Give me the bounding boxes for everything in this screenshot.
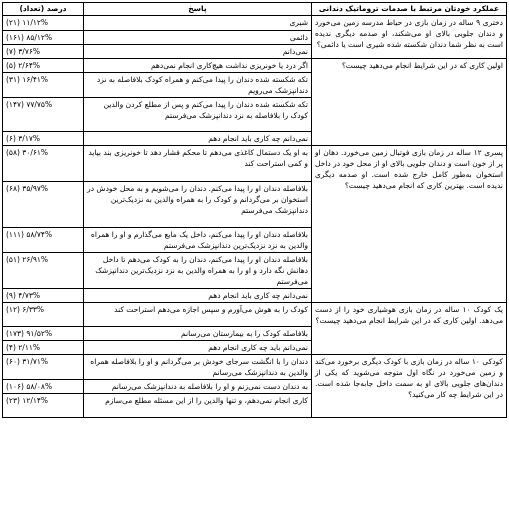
answer-percent: (۶۸) ۳۵/۹۷% bbox=[3, 182, 84, 228]
table-row bbox=[3, 16, 507, 31]
header-percent: درصد (تعداد) bbox=[3, 3, 84, 16]
answer-percent: (۱۱۱) ۵۸/۷۴% bbox=[3, 228, 84, 253]
answer-text: کاری انجام نمی‌دهم، و تنها والدین را از این مسئله مطلع می‌سازم bbox=[84, 394, 312, 418]
scenario-question: یک کودک ۱۰ ساله در زمان بازی هوشیاری خود را از دست می‌دهد. اولین کاری که در این شرایط انجام می‌دهید چیست؟ bbox=[312, 303, 507, 355]
answer-text: بلافاصله دندان او را پیدا می‌کنم. دندان را می‌شویم و به محل خودش در استخوان بر می‌گردانم و کودک را به همراه والدین به نزدیک‌ترین دندانپزشک می‌فرستم bbox=[84, 182, 312, 228]
answer-percent: (۱۶۱) ۸۵/۱۲% bbox=[3, 31, 84, 45]
answer-percent: (۴) ۲/۱۱% bbox=[3, 341, 84, 355]
answer-text: به دندان دست نمی‌زنم و او را بلافاصله به دندانپزشک می‌رسانم bbox=[84, 380, 312, 394]
answer-percent: (۱۷۳) ۹۱/۵۲% bbox=[3, 327, 84, 341]
answer-text: تکه شکسته شده دندان را پیدا می‌کنم و همراه کودک بلافاصله به نزد دندانپزشک می‌رویم bbox=[84, 73, 312, 98]
scenario-question: کودکی ۱۰ ساله در زمان بازی با کودک دیگری برخورد می‌کند و زمین می‌خورد در نگاه اول متوجه می‌شوید که یکی از دندان‌های جلویی بالای او به سمت داخل جابه‌جا شده است. در این شرایط چه کار می‌کنید؟ bbox=[312, 355, 507, 418]
answer-percent: (۶) ۳/۱۷% bbox=[3, 132, 84, 146]
table-row bbox=[3, 303, 507, 327]
table-row bbox=[3, 59, 507, 73]
answer-text: شیری bbox=[84, 16, 312, 31]
answer-percent: (۹) ۴/۷۳% bbox=[3, 289, 84, 303]
answer-text: نمی‌دانم باید چه کاری انجام دهم bbox=[84, 341, 312, 355]
answer-percent: (۲۱) ۱۱/۱۲% bbox=[3, 16, 84, 31]
header-answer: پاسخ bbox=[84, 3, 312, 16]
answer-text: نمی‌دانم چه کاری باید انجام دهم bbox=[84, 132, 312, 146]
table-body bbox=[3, 16, 507, 418]
answer-percent: (۱۲) ۶/۳۳% bbox=[3, 303, 84, 327]
answer-text: بلافاصله دندان او را پیدا می‌کنم، داخل یک مایع می‌گذارم و او را همراه والدین به نزد نزدیک‌ترین دندانپزشک می‌فرستم bbox=[84, 228, 312, 253]
answer-text: بلافاصله دندان او را پیدا می‌کنم، دندان را به کودک می‌دهم تا داخل دهانش نگه دارد و او را به همراه والدین به نزد نزدیک‌ترین دندانپزشک می‌فرستم bbox=[84, 253, 312, 289]
survey-table bbox=[2, 2, 507, 418]
answer-text: تکه شکسته شده دندان را پیدا می‌کنم و پس از مطلع کردن والدین کودک را بلافاصله به نزد دندانپزشک می‌فرستم bbox=[84, 98, 312, 132]
scenario-question: پسری ۱۲ ساله در زمان بازی فوتبال زمین می‌خورد. دهان او پر از خون است و دندان جلویی بالای او از محل خود در داخل استخوان به‌طور کامل خارج شده است. او صدمه دیگری ندیده است. بهترین کاری که انجام می‌دهید چیست؟ bbox=[312, 146, 507, 303]
table-row bbox=[3, 146, 507, 182]
answer-text: دائمی bbox=[84, 31, 312, 45]
scenario-question: اولین کاری که در این شرایط انجام می‌دهید چیست؟ bbox=[312, 59, 507, 146]
answer-percent: (۳۱) ۱۶/۴۱% bbox=[3, 73, 84, 98]
scenario-question: دختری ۹ ساله در زمان بازی در حیاط مدرسه زمین می‌خورد و دندان جلویی بالای او می‌شکند، او صدمه دیگری ندیده است به نظر شما دندان شکسته شده شیری است یا دائمی؟ bbox=[312, 16, 507, 59]
answer-percent: (۵۱) ۲۶/۹۱% bbox=[3, 253, 84, 289]
answer-text: به او یک دستمال کاغذی می‌دهم تا محکم فشار دهد تا خونریزی بند بیاید و کمی استراحت کند bbox=[84, 146, 312, 182]
answer-percent: (۲۳) ۱۲/۱۴% bbox=[3, 394, 84, 418]
table-row bbox=[3, 355, 507, 380]
answer-text: کودک را به هوش می‌آورم و سپس اجازه می‌دهم استراحت کند bbox=[84, 303, 312, 327]
answer-percent: (۷) ۳/۷۶% bbox=[3, 45, 84, 59]
answer-text: دندان را با انگشت سرجای خودش بر می‌گردانم و او را بلافاصله همراه والدین به دندانپزشک می‌رسانم bbox=[84, 355, 312, 380]
answer-percent: (۱۴۷) ۷۷/۷۵% bbox=[3, 98, 84, 132]
answer-text: نمی‌دانم bbox=[84, 45, 312, 59]
answer-text: بلافاصله کودک را به بیمارستان می‌رسانم bbox=[84, 327, 312, 341]
answer-text: اگر درد یا خونریزی نداشت هیچ‌کاری انجام نمی‌دهم bbox=[84, 59, 312, 73]
answer-percent: (۶۰) ۳۱/۷۱% bbox=[3, 355, 84, 380]
header-row bbox=[3, 3, 507, 16]
answer-percent: (۵۸) ۳۰/۶۱% bbox=[3, 146, 84, 182]
answer-percent: (۱۰۶) ۵۸/۰۸% bbox=[3, 380, 84, 394]
answer-percent: (۵) ۲/۶۴% bbox=[3, 59, 84, 73]
answer-text: نمی‌دانم چه کاری باید انجام دهم bbox=[84, 289, 312, 303]
header-scenario: عملکرد خودتان مرتبط با صدمات تروماتیک دندانی bbox=[312, 3, 507, 16]
